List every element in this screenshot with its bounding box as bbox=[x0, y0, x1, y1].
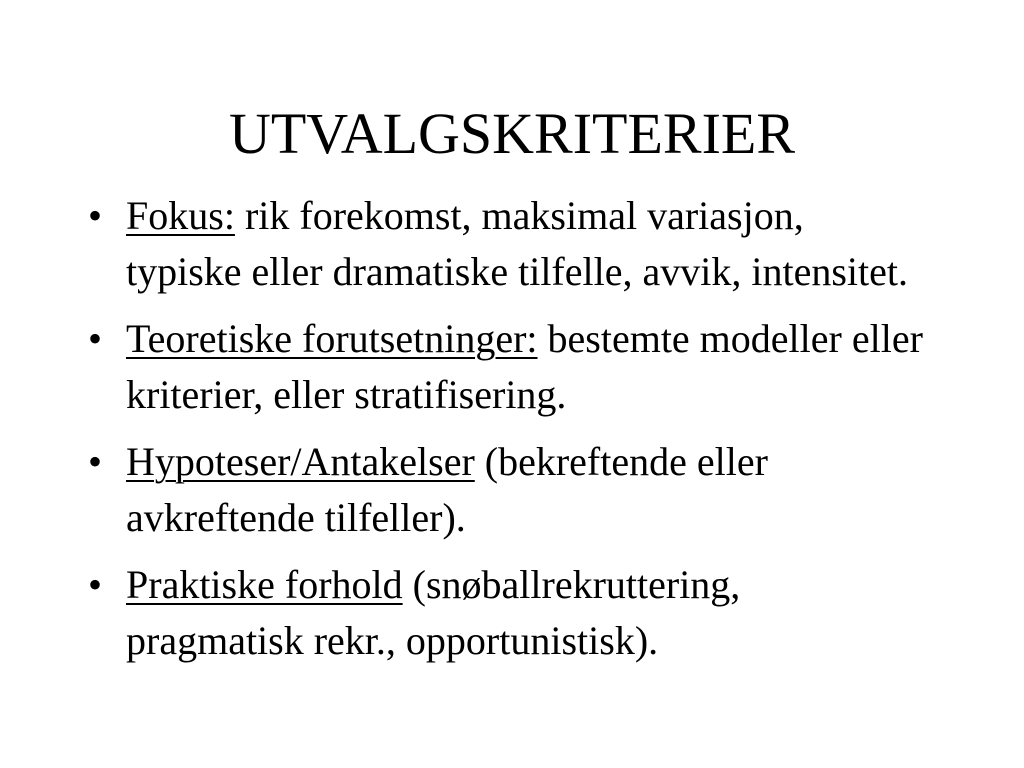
slide-title: UTVALGSKRITERIER bbox=[228, 101, 796, 166]
bullet-text: rik forekomst, maksimal variasjon, typiske eller dramatiske tilfelle, avvik, intensitet. bbox=[126, 193, 908, 294]
bullet-icon: • bbox=[88, 316, 103, 361]
bullet-list bbox=[0, 188, 1024, 680]
bullet-icon: • bbox=[88, 439, 103, 484]
bullet-item-teoretiske bbox=[0, 311, 1024, 423]
bullet-item-hypoteser bbox=[0, 434, 1024, 546]
bullet-item-fokus bbox=[0, 188, 1024, 300]
bullet-term: Hypoteser/Antakelser bbox=[126, 439, 475, 484]
bullet-icon: • bbox=[88, 562, 103, 607]
bullet-term: Fokus: bbox=[126, 193, 235, 238]
bullet-text: (bekreftende eller avkreftende tilfeller). bbox=[126, 439, 768, 540]
bullet-term: Praktiske forhold bbox=[126, 562, 403, 607]
bullet-icon: • bbox=[88, 193, 103, 238]
bullet-text: (snøballrekruttering, pragmatisk rekr., opportunistisk). bbox=[126, 562, 741, 663]
bullet-text: bestemte modeller eller kriterier, eller stratifisering. bbox=[126, 316, 923, 417]
bullet-term: Teoretiske forutsetninger: bbox=[126, 316, 538, 361]
bullet-item-praktiske bbox=[0, 557, 1024, 669]
